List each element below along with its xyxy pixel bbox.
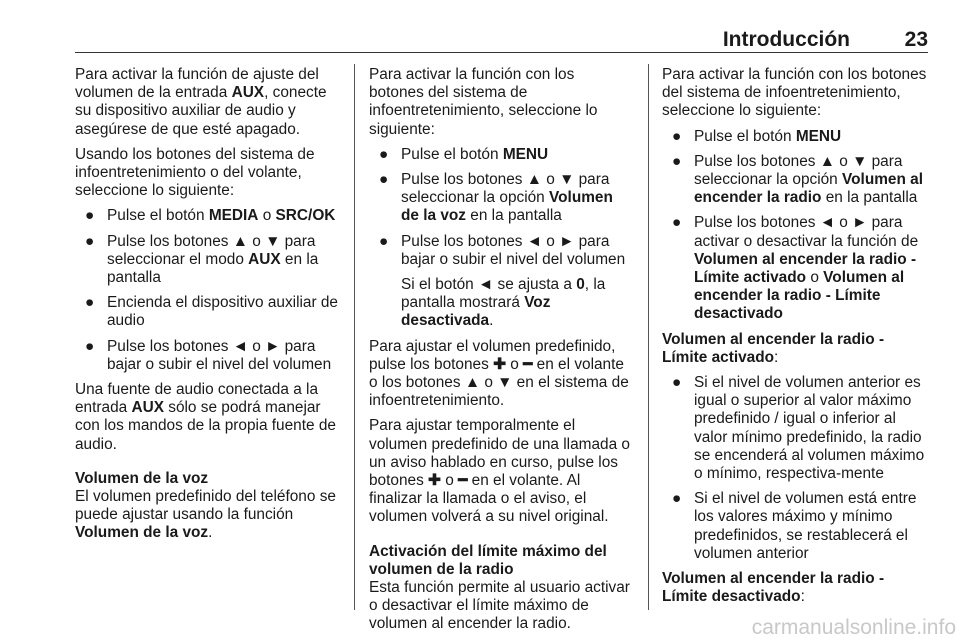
list-item: ● Pulse los botones ◄ o ► para activar o desactivar la función de Volumen al encender la radio - Límite activado o Volumen al encender la radio - Límite desactivado bbox=[672, 214, 919, 323]
paragraph: Para activar la función con los botones del sistema de infoentretenimiento, seleccione lo siguiente: bbox=[662, 66, 927, 120]
list-item: ● Pulse los botones ▲ o ▼ para seleccionar el modo AUX en la pantalla bbox=[85, 232, 319, 287]
column-3 bbox=[662, 66, 930, 613]
list-item: ● Pulse los botones ◄ o ► para bajar o subir el nivel del volumen bbox=[85, 337, 332, 373]
list-item: ● Pulse el botón MEDIA o SRC/OK bbox=[85, 207, 336, 225]
list-item: ● Encienda el dispositivo auxiliar de audio bbox=[85, 294, 338, 330]
section-heading: Volumen de la voz bbox=[75, 469, 209, 487]
header-rule bbox=[75, 52, 928, 53]
list-item: ● Pulse los botones ◄ o ► para bajar o subir el nivel del volumen bbox=[379, 232, 626, 268]
paragraph: Para ajustar temporalmente el volumen predefinido de una llamada o un aviso hablado en curso, pulse los botones ✚ o ━ en el volante. Al finalizar la llamada o el aviso, el volumen volverá a su nivel original. bbox=[369, 417, 630, 526]
plus-icon: ✚ bbox=[493, 355, 506, 373]
paragraph: El volumen predefinido del teléfono se puede ajustar usando la función Volumen de la voz. bbox=[75, 488, 336, 542]
paragraph: Esta función permite al usuario activar o desactivar el límite máximo de volumen al encender la radio. bbox=[369, 579, 630, 633]
sub-heading: Volumen al encender la radio - Límite desactivado: bbox=[662, 570, 885, 606]
page-title: Introducción bbox=[722, 28, 850, 51]
list-item: ● Si el nivel de volumen está entre los valores máximo y mínimo predefinidos, se restablecerá el volumen anterior bbox=[672, 490, 917, 562]
page-number: 23 bbox=[904, 28, 928, 51]
list-item: ● Pulse los botones ▲ o ▼ para seleccionar la opción Volumen de la voz en la pantalla bbox=[379, 171, 613, 225]
minus-icon: ━ bbox=[523, 355, 533, 373]
paragraph: Una fuente de audio conectada a la entrada AUX sólo se podrá manejar con los mandos de la propia fuente de audio. bbox=[75, 381, 336, 453]
watermark: carmanualsonline.info bbox=[751, 616, 956, 639]
bullet-list bbox=[75, 207, 343, 374]
paragraph: Para activar la función de ajuste del volumen de la entrada AUX, conecte su dispositivo auxiliar de audio y asegúrese de que esté apagado. bbox=[75, 66, 327, 138]
section-heading: Activación del límite máximo del volumen de la radio bbox=[369, 542, 607, 578]
list-item: ● Pulse el botón MENU bbox=[379, 145, 549, 163]
minus-icon: ━ bbox=[458, 472, 468, 490]
page-header bbox=[75, 24, 928, 52]
bullet-list bbox=[662, 374, 930, 563]
column-2 bbox=[369, 66, 633, 641]
list-item: ● Pulse el botón MENU bbox=[672, 127, 842, 145]
paragraph: Usando los botones del sistema de infoentretenimiento o del volante, seleccione lo siguiente: bbox=[75, 145, 315, 200]
paragraph: Para ajustar el volumen predefinido, pulse los botones ✚ o ━ en el volante o los botones ▲ o ▼ en el sistema de infoentretenimiento. bbox=[369, 337, 629, 410]
bullet-list bbox=[662, 128, 930, 324]
paragraph: Para activar la función con los botones del sistema de infoentretenimiento, seleccione lo siguiente: bbox=[369, 66, 598, 138]
list-item: ● Si el nivel de volumen anterior es igual o superior al valor máximo predefinido / igual o inferior al valor mínimo predefinido, la radio se encenderá al volumen máximo o mínimo, respectiva-mente bbox=[672, 374, 925, 483]
sub-heading: Volumen al encender la radio - Límite activado: bbox=[662, 330, 885, 366]
list-item: ● Pulse los botones ▲ o ▼ para seleccionar la opción Volumen al encender la radio en la pantalla bbox=[672, 152, 923, 207]
bullet-list bbox=[369, 146, 633, 269]
column-1 bbox=[75, 66, 343, 550]
column-divider bbox=[354, 64, 355, 610]
plus-icon: ✚ bbox=[428, 472, 441, 490]
column-divider bbox=[648, 64, 649, 610]
sub-paragraph: Si el botón ◄ se ajusta a 0, la pantalla mostrará Voz desactivada. bbox=[401, 276, 606, 330]
